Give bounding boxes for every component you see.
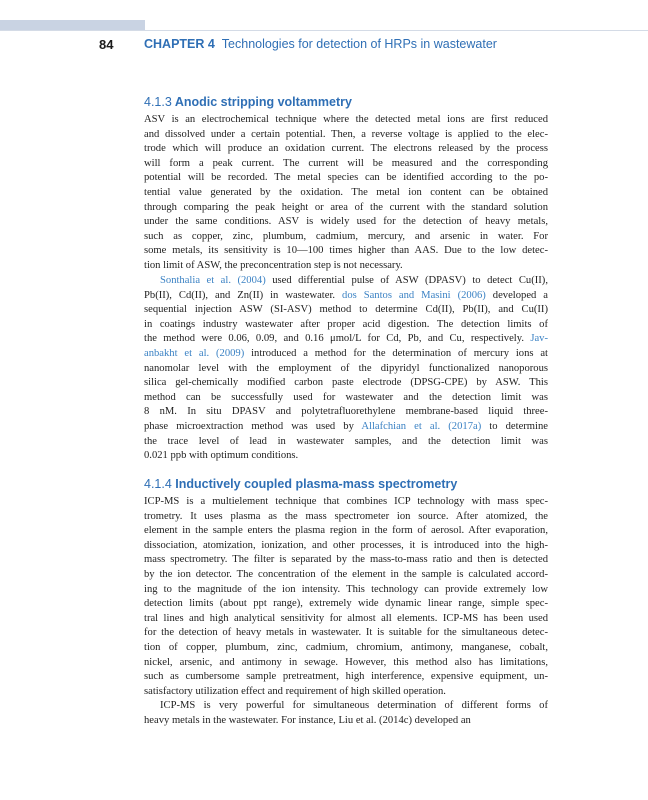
text-line — [144, 347, 548, 362]
text-line — [144, 157, 548, 172]
text-line — [144, 626, 548, 641]
text-segment: mass spectrometry. The filter is separated by the mass-to-mass ratio and then is detected — [144, 554, 548, 566]
text-segment: ICP-MS is very powerful for simultaneous determination of different forms of — [160, 700, 548, 711]
section-number: 4.1.4 — [144, 477, 172, 491]
text-line — [144, 714, 548, 729]
text-line — [144, 420, 548, 435]
text-segment: such as cumbersome sample pretreatment, high interference, expensive equipment, un- — [144, 671, 548, 683]
text-segment: 8 nM. In situ DPASV and polytetrafluorethylene membrane-based liquid three- — [144, 406, 548, 418]
text-line — [144, 583, 548, 598]
text-line — [144, 495, 548, 510]
text-line — [144, 259, 548, 274]
chapter-title: Technologies for detection of HRPs in wastewater — [221, 37, 497, 51]
text-line — [144, 171, 548, 186]
paragraph-icpms-intro — [144, 495, 548, 699]
text-line — [144, 128, 548, 143]
text-segment: in coatings industry wastewater after proper acid digestion. The detection limits of — [144, 318, 548, 330]
text-line — [144, 201, 548, 216]
section-heading-4-1-4 — [144, 477, 457, 491]
text-line — [144, 186, 548, 201]
text-segment: ASV is an electrochemical technique where the detected metal ions are first reduced — [144, 114, 548, 125]
citation-link[interactable]: Sonthalia et al. (2004) — [160, 275, 266, 286]
text-line — [144, 391, 548, 406]
section-heading-4-1-3 — [144, 95, 352, 109]
text-line — [144, 641, 548, 656]
text-segment: detection limits (about ppt range), extremely wide dynamic linear range, simple spec- — [144, 598, 548, 610]
text-segment: nickel, arsenic, and antimony in sewage. However, this method also has limitations, — [144, 656, 548, 668]
text-line — [144, 699, 548, 714]
text-line — [144, 376, 548, 391]
text-line — [144, 568, 548, 583]
text-line — [144, 318, 548, 333]
text-segment: trometry. It uses plasma as the mass spectrometer ion source. After atomized, the — [144, 510, 548, 522]
text-segment: Pb(II), Cd(II), and Zn(II) in wastewater. — [144, 289, 343, 301]
text-line — [144, 685, 548, 700]
text-segment: for the detection of heavy metals in wastewater. It is suitable for the simultaneous detec- — [144, 627, 548, 639]
section-title: Inductively coupled plasma-mass spectrometry — [175, 477, 458, 491]
text-line — [144, 553, 548, 568]
text-segment: tential value generated by the oxidation. The metal ion content can be obtained — [144, 186, 548, 198]
text-segment: silica gel-chemically modified carbon paste electrode (DPSG-CPE) by ASW. This — [144, 377, 548, 389]
paragraph-asv-studies — [144, 274, 548, 464]
header-rule — [0, 30, 648, 31]
text-segment: developed a — [485, 289, 548, 301]
paragraph-asv-intro — [144, 113, 548, 274]
text-line — [144, 362, 548, 377]
text-segment: through comparing the peak height or area of the current with the standard solution — [144, 201, 548, 213]
text-segment: sequential injection ASW (SI-ASV) method to determine Cd(II), Pb(II), and Cu(II) — [144, 304, 548, 316]
text-segment: potential will be recorded. The metal species can be identified according to the po- — [144, 172, 548, 184]
text-segment: satisfactory utilization effect and requirement of high skilled operation. — [144, 685, 446, 697]
text-segment: ing to the magnitude of the ion intensity. This technology can provide extremely low — [144, 583, 548, 595]
text-segment: method can be successfully used for wastewater and the detection limit was — [144, 391, 548, 403]
text-line — [144, 524, 548, 539]
text-line — [144, 244, 548, 259]
chapter-label: CHAPTER 4 — [144, 37, 215, 51]
text-segment: tion of copper, plumbum, zinc, cadmium, chromium, antimony, manganese, cobalt, — [144, 641, 548, 653]
citation-link[interactable]: anbakht et al. (2009) — [144, 347, 245, 359]
text-line — [144, 113, 548, 128]
page-number: 84 — [99, 37, 114, 52]
text-line — [144, 303, 548, 318]
text-line — [144, 435, 548, 450]
citation-link[interactable]: Allafchian et al. (2017a) — [361, 420, 482, 432]
running-header — [144, 37, 497, 51]
text-line — [144, 405, 548, 420]
text-segment: dissociation, atomization, ionization, and other processes, it is introduced into the high- — [144, 539, 548, 551]
text-segment: by the ion detector. The concentration of the element in the sample is calculated accord- — [144, 568, 548, 580]
text-line — [144, 597, 548, 612]
text-segment: used differential pulse of ASW (DPASV) to detect Cu(II), — [265, 275, 548, 286]
text-line — [144, 289, 548, 304]
text-segment: introduced a method for the determination of mercury ions at — [244, 347, 548, 359]
text-segment: tion limit of ASW, the preconcentration step is not necessary. — [144, 259, 403, 271]
section-number: 4.1.3 — [144, 95, 172, 109]
text-segment: 0.021 ppb with optimum conditions. — [144, 450, 299, 462]
text-segment: trode which will produce an oxidation current. The electrons released by the process — [144, 143, 548, 155]
text-segment: such as copper, zinc, plumbum, cadmium, mercury, and arsenic in water. For — [144, 230, 548, 242]
text-segment: some metals, its sensitivity is 10—100 times higher than AAS. Due to the low detec- — [144, 245, 548, 257]
text-segment: to determine — [481, 420, 548, 432]
text-segment: phase microextraction method was used by — [144, 420, 362, 432]
paragraph-icpms-forms — [144, 699, 548, 728]
text-segment: nanomolar level with the employment of the dipyridyl functionalized nanoporous — [144, 362, 548, 374]
text-line — [144, 510, 548, 525]
text-segment: ICP-MS is a multielement technique that combines ICP technology with mass spec- — [144, 496, 548, 507]
text-line — [144, 332, 548, 347]
text-line — [144, 656, 548, 671]
text-line — [144, 612, 548, 627]
text-segment: the method were 0.06, 0.09, and 0.16 μmol/L for Cd, Pb, and Cu, respectively. — [144, 333, 531, 345]
text-line — [144, 142, 548, 157]
text-line — [144, 539, 548, 554]
text-segment: element in the sample enters the plasma region in the form of aerosol. After evaporation, — [144, 525, 548, 537]
text-line — [144, 215, 548, 230]
text-segment: heavy metals in the wastewater. For instance, Liu et al. (2014c) developed an — [144, 714, 471, 726]
text-segment: tral lines and high analytical sensitivity for almost all elements. ICP-MS has been used — [144, 612, 548, 624]
text-segment: under the same conditions. ASV is widely used for the detection of heavy metals, — [144, 216, 548, 228]
citation-link[interactable]: Jav- — [530, 333, 548, 345]
text-segment: will form a peak current. The current will be measured and the corresponding — [144, 157, 548, 169]
text-line — [144, 274, 548, 289]
text-segment: the trace level of lead in wastewater samples, and the detection limit was — [144, 435, 548, 447]
citation-link[interactable]: dos Santos and Masini (2006) — [342, 289, 486, 301]
section-title: Anodic stripping voltammetry — [174, 95, 352, 109]
text-line — [144, 670, 548, 685]
text-line — [144, 230, 548, 245]
text-line — [144, 449, 548, 464]
text-segment: and dissolved under a certain potential. Then, a reverse voltage is applied to the elec- — [144, 128, 548, 140]
header-color-band — [0, 20, 145, 30]
